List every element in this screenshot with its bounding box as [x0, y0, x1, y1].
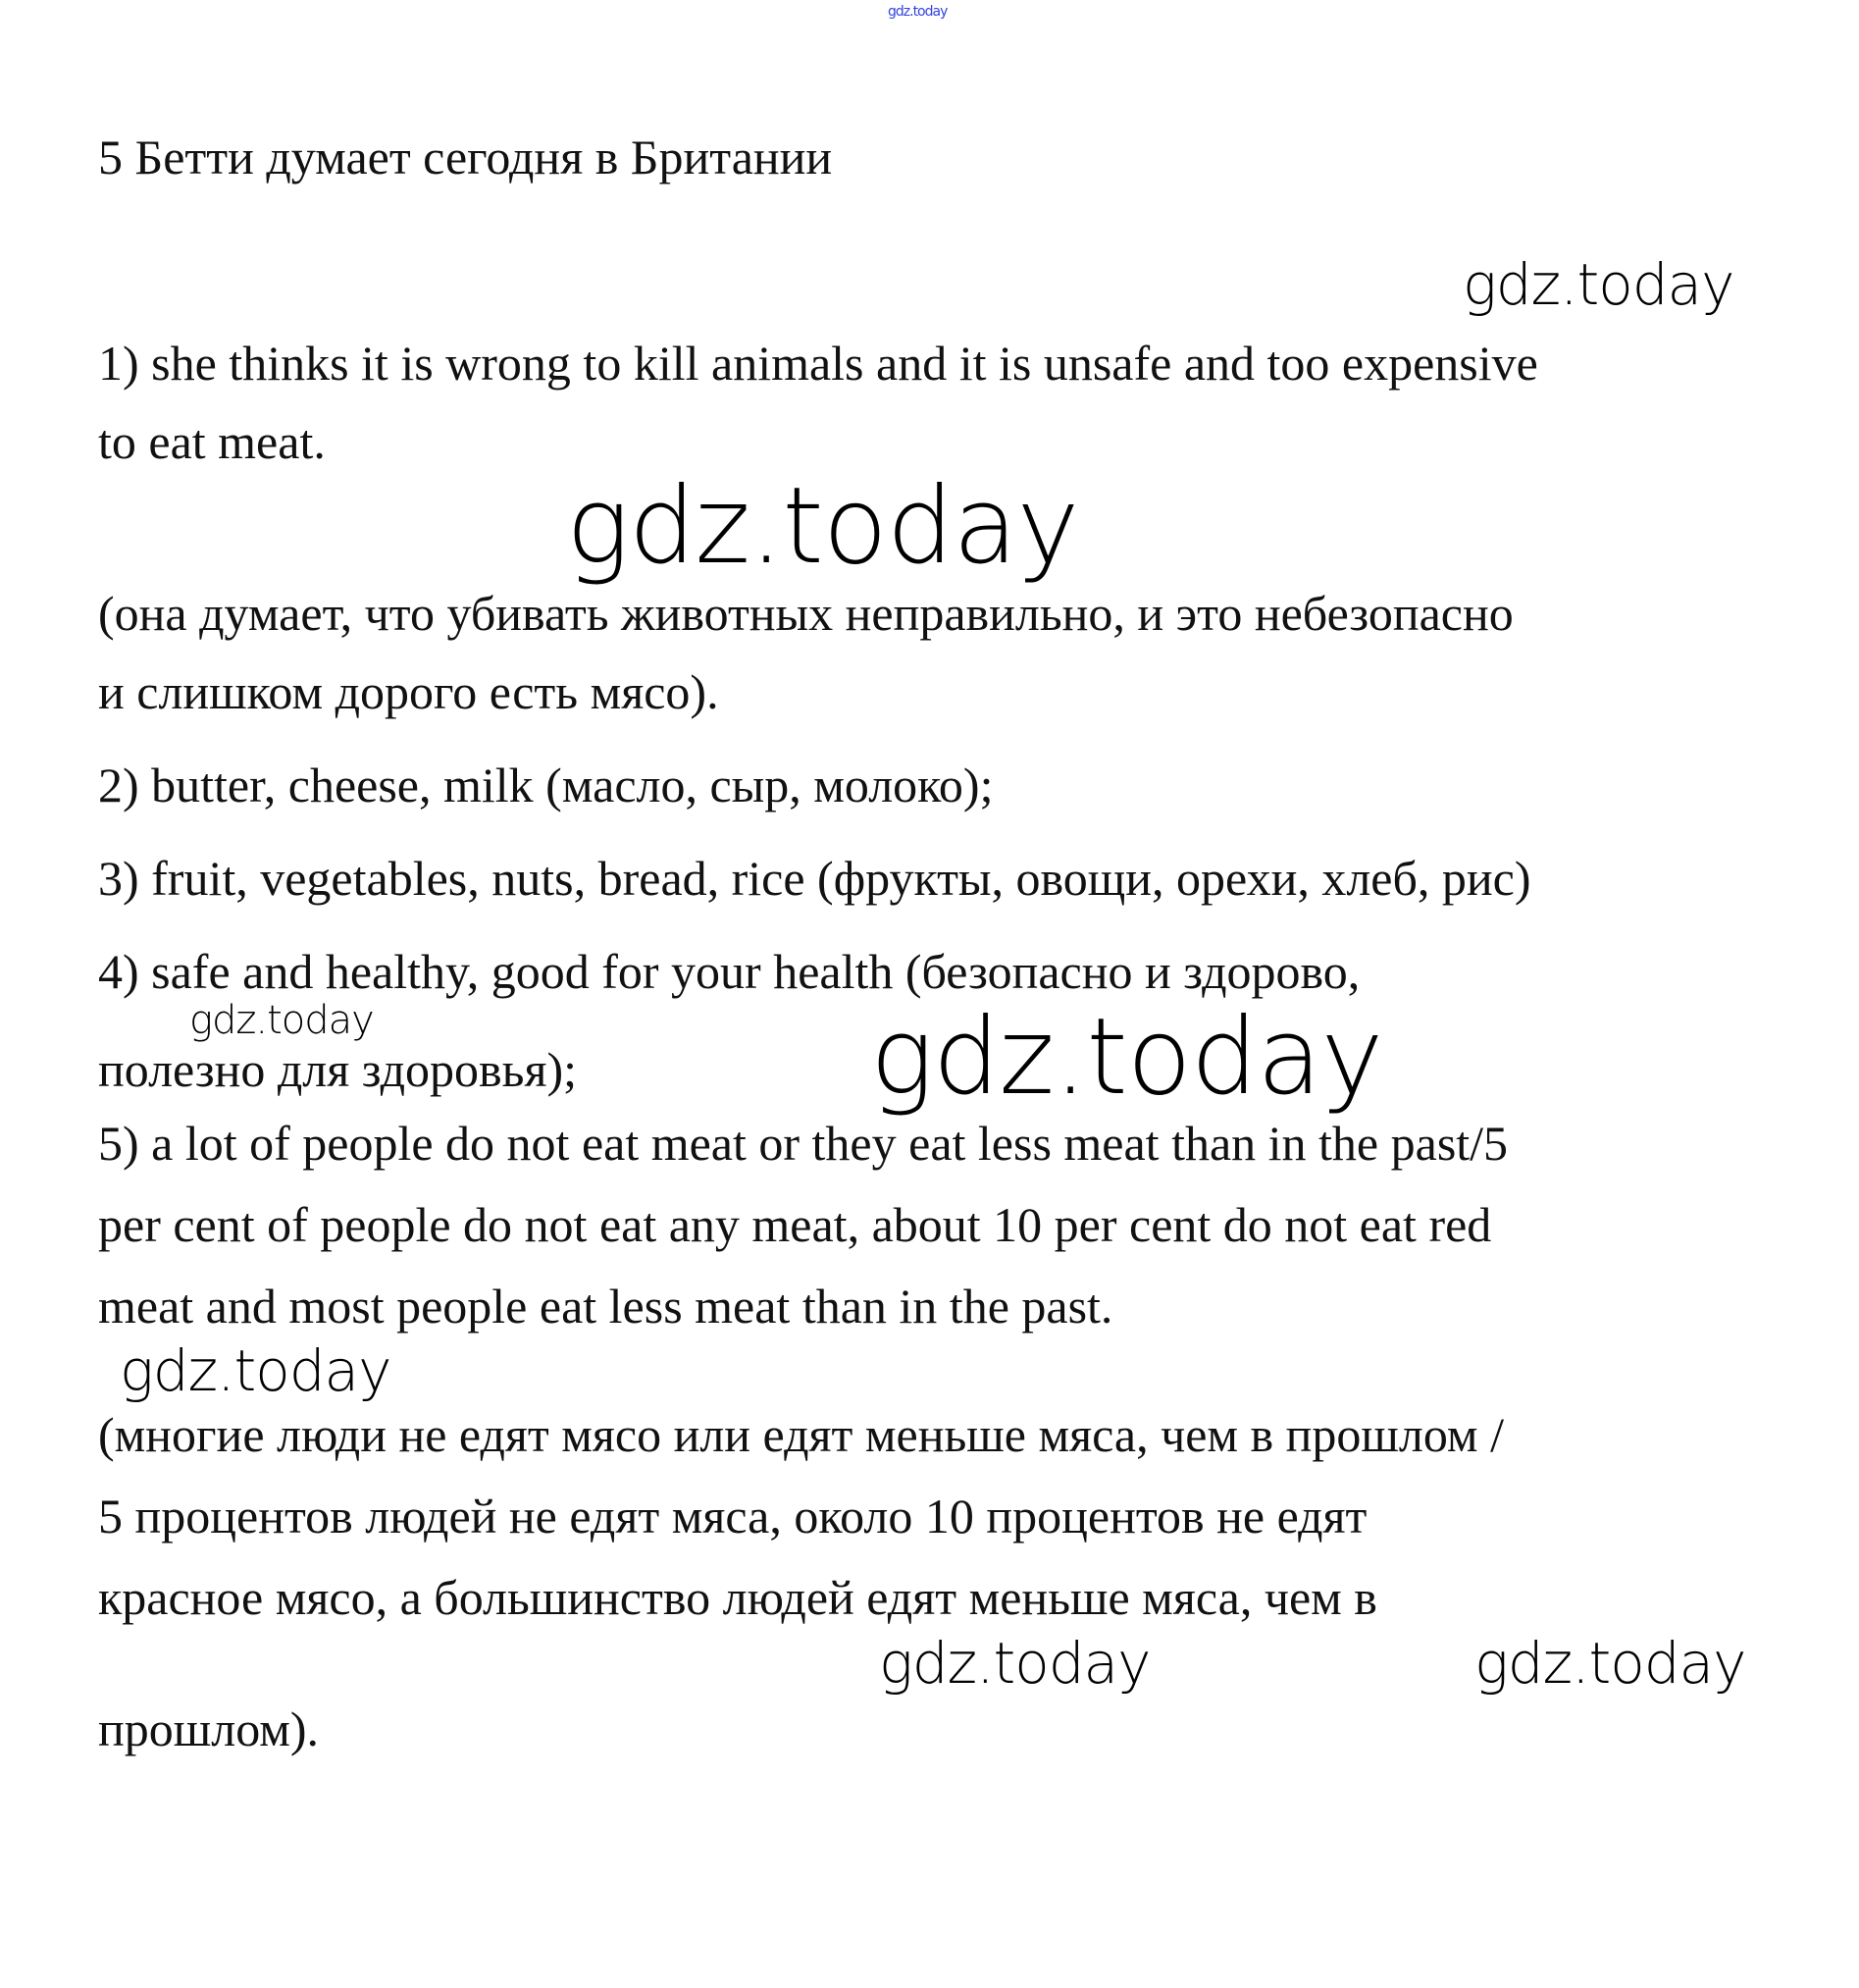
- answer-1-line: 1) she thinks it is wrong to kill animals and it is unsafe and too expensive: [98, 336, 1538, 391]
- watermark: gdz.today: [120, 1337, 391, 1404]
- watermark: gdz.today: [879, 1630, 1151, 1697]
- answer-4-line: полезно для здоровья);: [98, 1042, 577, 1097]
- answer-5-line: per cent of people do not eat any meat, about 10 per cent do not eat red: [98, 1197, 1492, 1252]
- answer-5-line: 5) a lot of people do not eat meat or they eat less meat than in the past/5: [98, 1116, 1509, 1171]
- answer-1-line: to eat meat.: [98, 414, 326, 469]
- answer-5-translation: прошлом).: [98, 1701, 320, 1756]
- answer-1-translation: (она думает, что убивать животных неправильно, и это небезопасно: [98, 586, 1514, 641]
- watermark: gdz.today: [1474, 1630, 1746, 1697]
- watermark: gdz.today: [189, 998, 374, 1043]
- answer-3: 3) fruit, vegetables, nuts, bread, rice (фрукты, овощи, орехи, хлеб, рис): [98, 851, 1531, 906]
- answer-2: 2) butter, cheese, milk (масло, сыр, молоко);: [98, 758, 994, 812]
- answer-1-translation: и слишком дорого есть мясо).: [98, 664, 719, 719]
- watermark: gdz.today: [566, 465, 1079, 588]
- header-watermark: gdz.today: [888, 4, 948, 20]
- answer-5-line: meat and most people eat less meat than in the past.: [98, 1279, 1113, 1334]
- watermark: gdz.today: [870, 996, 1383, 1119]
- answer-5-translation: 5 процентов людей не едят мяса, около 10 процентов не едят: [98, 1489, 1368, 1543]
- answer-5-translation: (многие люди не едят мясо или едят меньше мяса, чем в прошлом /: [98, 1407, 1504, 1462]
- title: 5 Бетти думает сегодня в Британии: [98, 130, 833, 184]
- watermark: gdz.today: [1463, 251, 1734, 318]
- answer-4-line: 4) safe and healthy, good for your health (безопасно и здорово,: [98, 944, 1361, 999]
- answer-5-translation: красное мясо, а большинство людей едят меньше мяса, чем в: [98, 1570, 1377, 1625]
